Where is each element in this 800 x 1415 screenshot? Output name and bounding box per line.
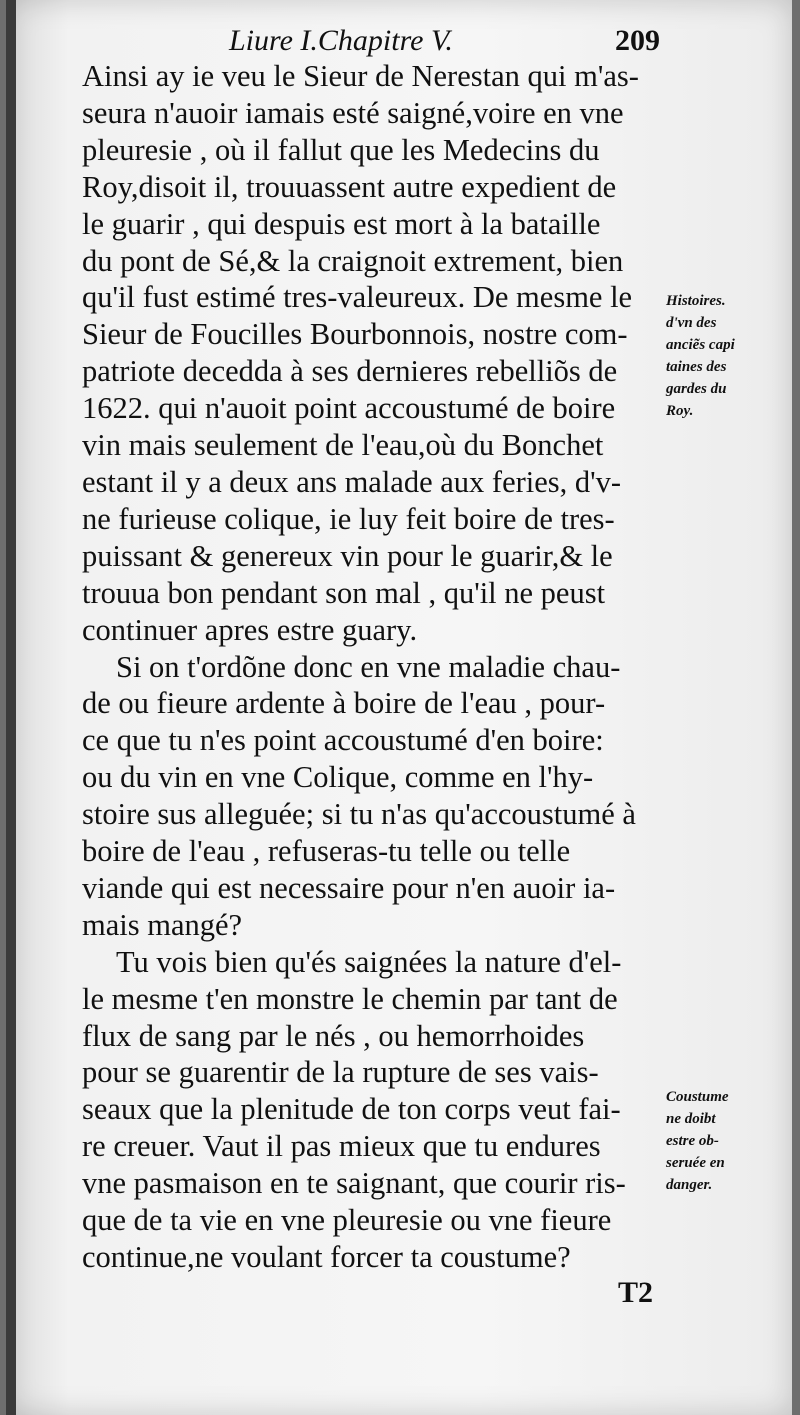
text-line: le guarir , qui despuis est mort à la bataille xyxy=(82,206,601,241)
text-line: du pont de Sé,& la craignoit extrement, bien xyxy=(82,243,624,278)
paragraph-start-line: Si on t'ordõne donc en vne maladie chau- xyxy=(116,649,621,684)
margin-note-line: gardes du xyxy=(666,381,727,397)
text-line: estant il y a deux ans malade aux feries, d'v- xyxy=(82,464,622,499)
margin-note-coustume xyxy=(666,1086,776,1196)
text-line: pour se guarentir de la rupture de ses vais- xyxy=(82,1055,599,1090)
text-line: le mesme t'en monstre le chemin par tant de xyxy=(82,981,618,1016)
text-line: ce que tu n'es point accoustumé d'en boire: xyxy=(82,723,604,758)
text-line: flux de sang par le nés , ou hemorrhoides xyxy=(82,1018,585,1053)
text-line: ou du vin en vne Colique, comme en l'hy- xyxy=(82,760,594,795)
text-line: seura n'auoir iamais esté saigné,voire en vne xyxy=(82,95,624,130)
paragraph-start-line: Tu vois bien qu'és saignées la nature d'el- xyxy=(116,944,622,979)
text-line: boire de l'eau , refuseras-tu telle ou telle xyxy=(82,834,571,869)
page-number: 209 xyxy=(615,24,660,57)
text-line: Roy,disoit il, trouuassent autre expedient de xyxy=(82,169,617,204)
text-line: que de ta vie en vne pleuresie ou vne fieure xyxy=(82,1203,612,1238)
margin-note-line: anciẽs capi xyxy=(666,337,735,353)
text-line: seaux que la plenitude de ton corps veut fai- xyxy=(82,1092,621,1127)
text-line: Sieur de Foucilles Bourbonnois, nostre com- xyxy=(82,317,628,352)
margin-note-line: Histoires. xyxy=(666,293,726,309)
text-line: continue,ne voulant forcer ta coustume? xyxy=(82,1240,571,1274)
margin-note-histoires xyxy=(666,290,776,422)
text-line: patriote decedda à ses dernieres rebelliõs de xyxy=(82,354,618,389)
text-line: vin mais seulement de l'eau,où du Bonchet xyxy=(82,428,604,463)
text-line: 1622. qui n'auoit point accoustumé de boire xyxy=(82,391,616,426)
margin-note-line: taines des xyxy=(666,359,727,375)
margin-note-line: d'vn des xyxy=(666,315,717,331)
margin-note-line: ne doibt xyxy=(666,1111,716,1127)
margin-note-line: danger. xyxy=(666,1177,713,1193)
text-line: puissant & genereux vin pour le guarir,& le xyxy=(82,538,613,573)
body-text xyxy=(82,58,662,1276)
text-line: ne furieuse colique, ie luy feit boire de tres- xyxy=(82,501,615,536)
margin-note-line: seruée en xyxy=(666,1155,725,1171)
text-line: qu'il fust estimé tres-valeureux. De mesme le xyxy=(82,280,633,315)
text-line: trouua bon pendant son mal , qu'il ne peust xyxy=(82,575,606,610)
book-page xyxy=(6,0,792,1415)
margin-note-line: Coustume xyxy=(666,1089,729,1105)
text-line: vne pasmaison en te saignant, que courir ris- xyxy=(82,1166,626,1201)
text-line: mais mangé? xyxy=(82,907,243,942)
text-line: stoire sus alleguée; si tu n'as qu'accoustumé à xyxy=(82,797,636,832)
text-line: continuer apres estre guary. xyxy=(82,612,418,647)
text-line: Ainsi ay ie veu le Sieur de Nerestan qui m'as- xyxy=(82,59,639,93)
text-line: pleuresie , où il fallut que les Medecins du xyxy=(82,132,600,167)
catchword: T2 xyxy=(618,1276,654,1309)
text-line: re creuer. Vaut il pas mieux que tu endures xyxy=(82,1129,601,1164)
margin-note-line: Roy. xyxy=(666,403,694,419)
binding-edge xyxy=(6,0,16,1415)
text-line: de ou fieure ardente à boire de l'eau , pour- xyxy=(82,686,606,721)
text-line: viande qui est necessaire pour n'en auoir ia- xyxy=(82,870,616,905)
running-title: Liure I.Chapitre V. xyxy=(229,24,453,57)
margin-note-line: estre ob- xyxy=(666,1133,719,1149)
